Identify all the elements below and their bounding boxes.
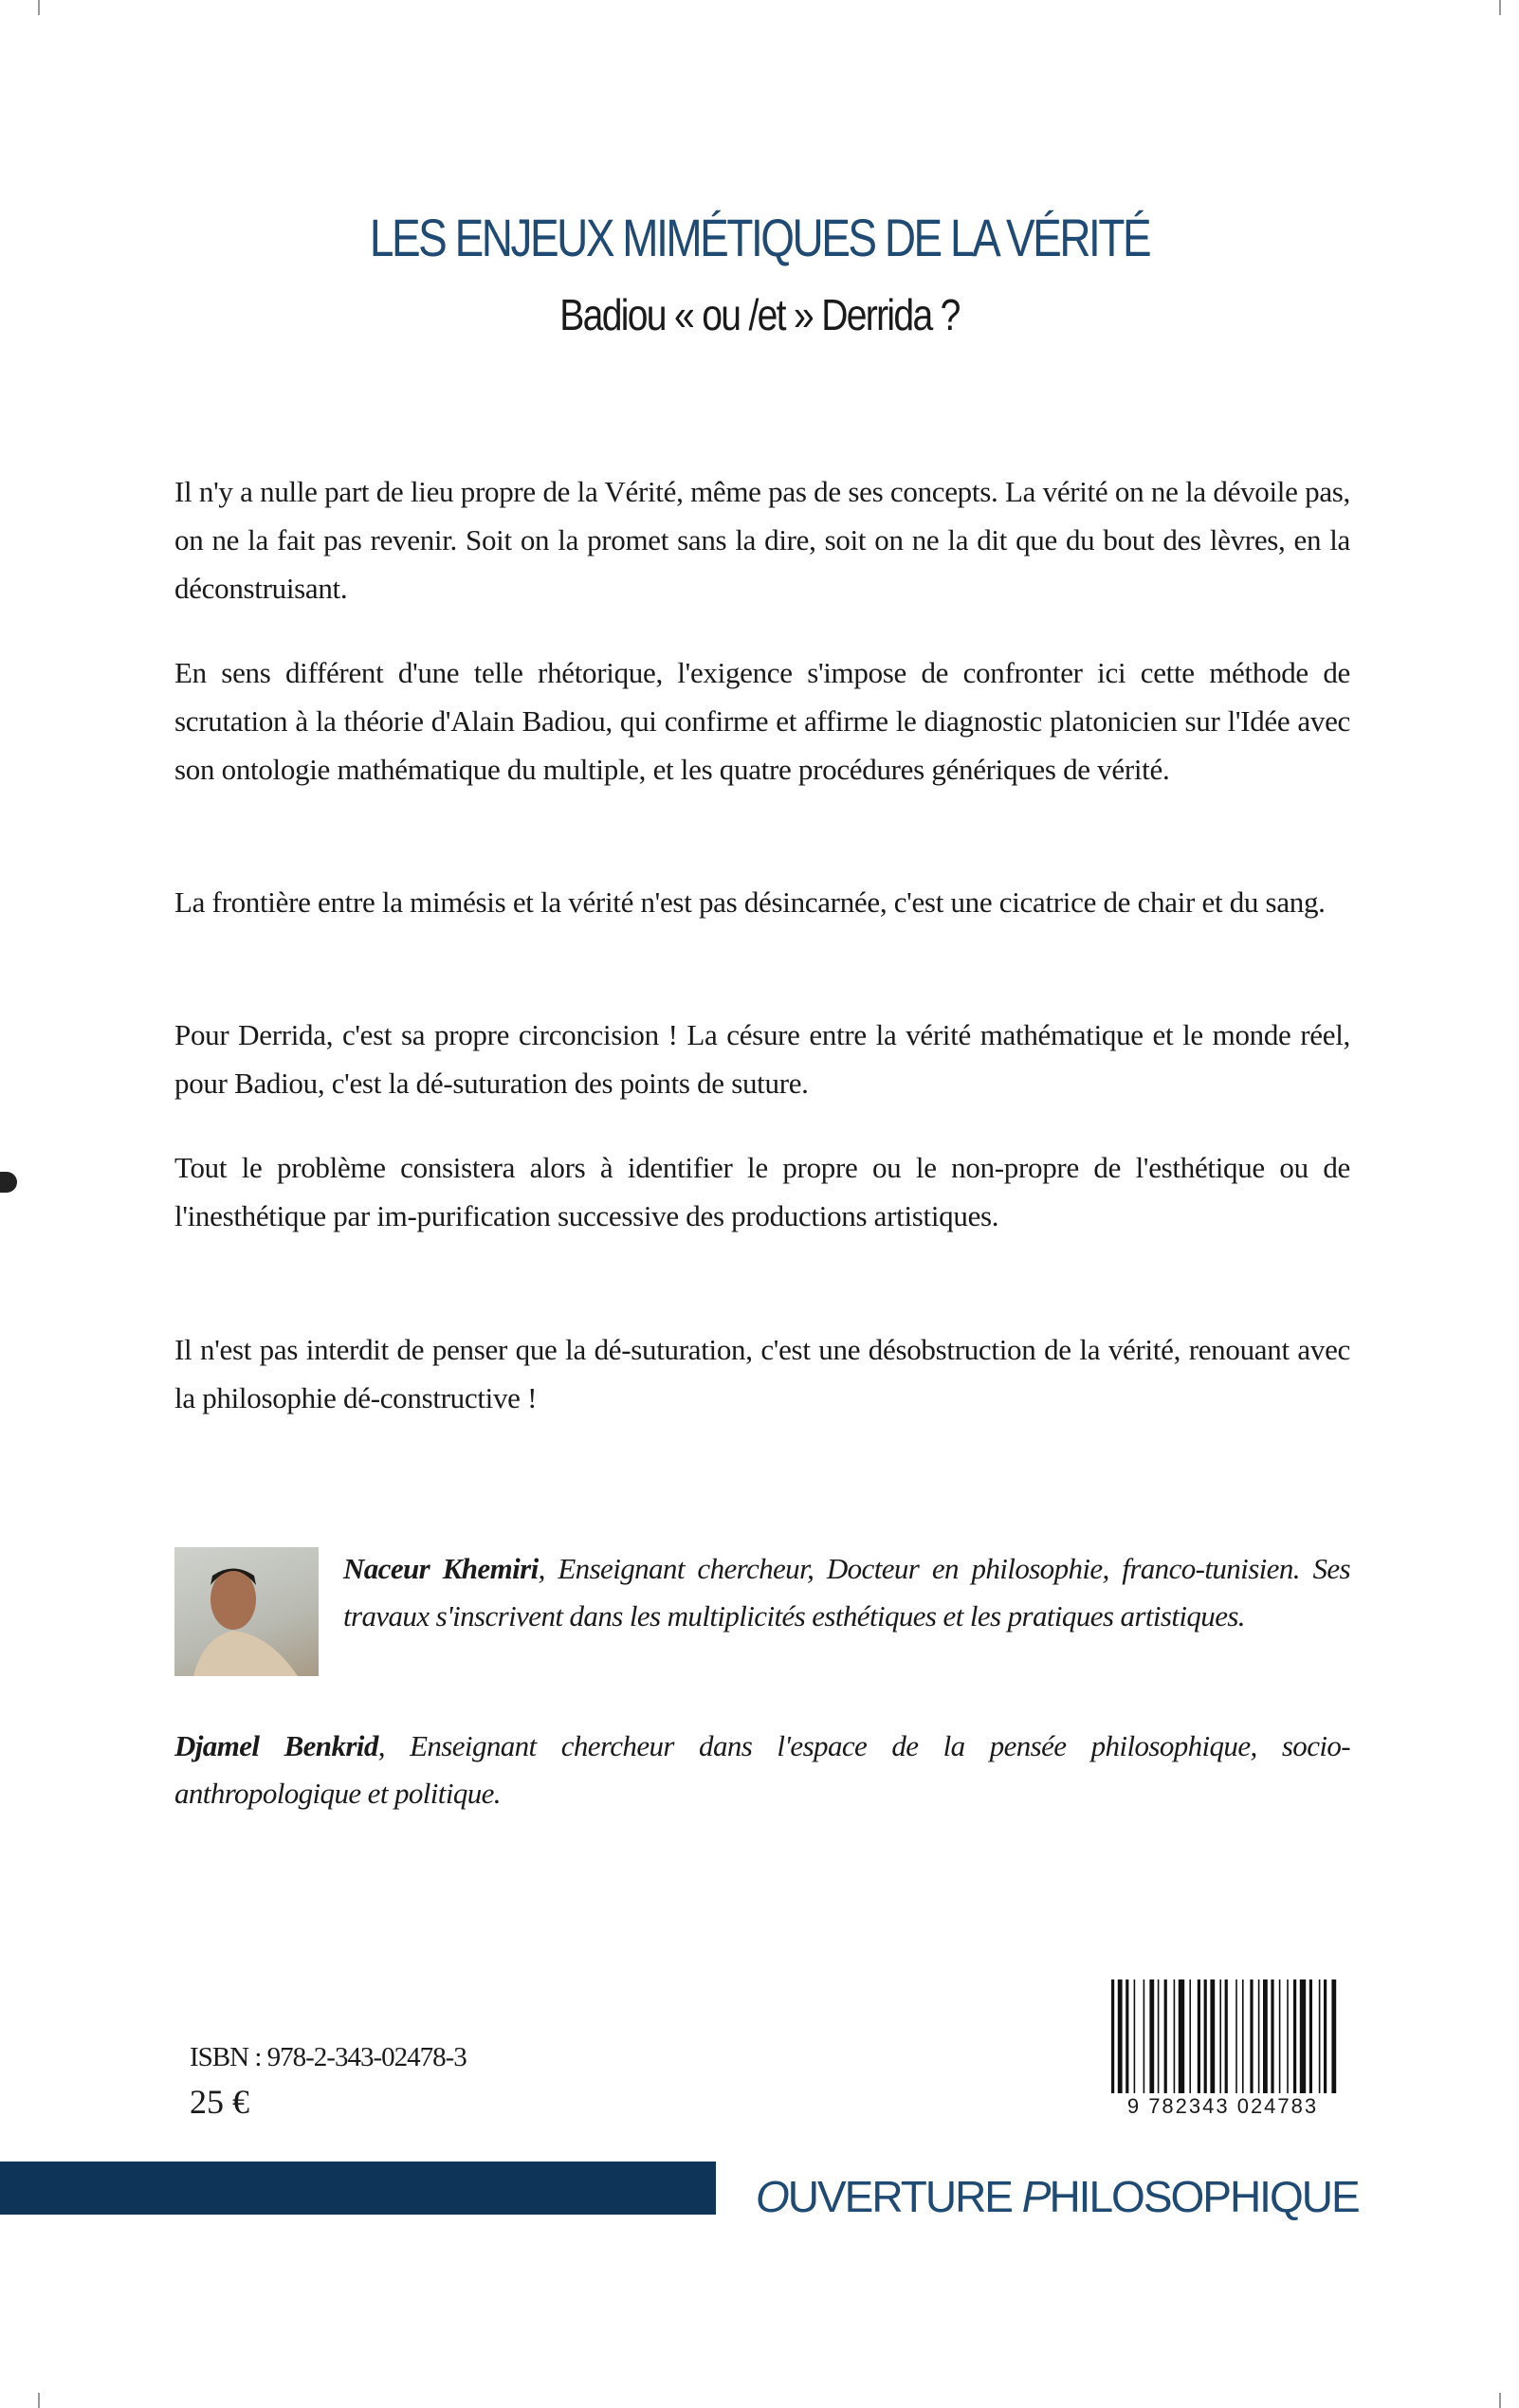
barcode-bar — [1204, 1979, 1207, 2093]
barcode-bar — [1324, 1979, 1327, 2093]
barcode-bar — [1179, 1979, 1184, 2093]
barcode-digits: 9 782343 024783 — [1126, 2094, 1319, 2118]
barcode-bar — [1126, 1979, 1128, 2093]
blurb-paragraph: Il n'est pas interdit de penser que la dé-suturation, c'est une désobstruction de la vérité, renouant avec la philosophie dé-constructive ! — [174, 1333, 1350, 1414]
barcode-bar — [1164, 1979, 1167, 2093]
barcode-bar — [1263, 1979, 1268, 2093]
author-bio — [343, 1545, 1350, 1640]
barcode-bar — [1158, 1979, 1160, 2093]
barcode-bar — [1149, 1979, 1154, 2093]
barcode-bar — [1189, 1979, 1191, 2093]
series-name — [756, 2171, 1359, 2222]
series-text: UVERTURE — [787, 2172, 1022, 2221]
series-text: HILOSOPHIQUE — [1049, 2172, 1359, 2221]
barcode-bar — [1319, 1979, 1321, 2093]
crop-mark — [1499, 2393, 1501, 2408]
barcode-bars — [1107, 1979, 1338, 2093]
author-description: , Enseignant chercheur dans l'espace de la pensée philosophique, socio-anthropologique et politique. — [174, 1729, 1350, 1810]
barcode-bar — [1144, 1979, 1145, 2093]
crop-mark — [1499, 0, 1501, 15]
barcode-bar — [1225, 1979, 1228, 2093]
blurb-paragraph: Tout le problème consistera alors à identifier le propre ou le non-propre de l'esthétique ou de l'inesthétique par im-purification successive des productions artistiques. — [174, 1151, 1350, 1232]
barcode-bar — [1300, 1979, 1306, 2093]
barcode-bar — [1210, 1979, 1215, 2093]
barcode — [1107, 1979, 1338, 2117]
barcode-bar — [1309, 1979, 1312, 2093]
barcode-bar — [1111, 1979, 1114, 2093]
author-photo — [174, 1547, 319, 1676]
blurb-paragraph: En sens différent d'une telle rhétorique, l'exigence s'impose de confronter ici cette méthode de scrutation à la théorie d'Alain Badiou, qui confirme et affirme le diagnostic platonicien sur l'Idée avec son ontologie mathématique du multiple, et les quatre procédures génériques de vérité. — [174, 656, 1350, 786]
isbn: ISBN : 978-2-343-02478-3 — [190, 2042, 467, 2072]
barcode-bar — [1258, 1979, 1260, 2093]
barcode-bar — [1242, 1979, 1244, 2093]
barcode-bar — [1235, 1979, 1237, 2093]
barcode-bar — [1279, 1979, 1281, 2093]
blurb-paragraph: La frontière entre la mimésis et la vérité n'est pas désincarnée, c'est une cicatrice de chair et du sang. — [174, 885, 1326, 919]
registration-mark — [0, 1172, 17, 1193]
barcode-bar — [1331, 1979, 1336, 2093]
author-bio — [174, 1723, 1350, 1817]
blurb-paragraph: Pour Derrida, c'est sa propre circoncision ! La césure entre la vérité mathématique et le monde réel, pour Badiou, c'est la dé-suturation des points de suture. — [174, 1018, 1350, 1100]
barcode-bar — [1198, 1979, 1200, 2093]
blurb-paragraph: Il n'y a nulle part de lieu propre de la Vérité, même pas de ses concepts. La vérité on ne la dévoile pas, on ne la fait pas revenir. Soit on la promet sans la dire, soit on ne la dit que du bout des lèvres, en la déconstruisant. — [174, 475, 1350, 605]
author-name: Djamel Benkrid — [174, 1729, 378, 1762]
crop-mark — [38, 0, 40, 15]
author-name: Naceur Khemiri — [343, 1552, 539, 1585]
barcode-bar — [1293, 1979, 1296, 2093]
crop-mark — [38, 2393, 40, 2408]
barcode-bar — [1134, 1979, 1136, 2093]
author-description: , Enseignant chercheur, Docteur en philosophie, franco-tunisien. Ses travaux s'inscrivent dans les multiplicités esthétiques et les pratiques artistiques. — [343, 1552, 1350, 1633]
barcode-bar — [1287, 1979, 1289, 2093]
barcode-bar — [1271, 1979, 1273, 2093]
price: 25 € — [190, 2083, 249, 2121]
barcode-bar — [1250, 1979, 1253, 2093]
series-initial: P — [1021, 2172, 1050, 2221]
barcode-bar — [1174, 1979, 1176, 2093]
barcode-bar — [1118, 1979, 1123, 2093]
series-initial: O — [756, 2172, 788, 2221]
book-subtitle: Badiou « ou /et » Derrida ? — [559, 290, 960, 339]
book-title: LES ENJEUX MIMÉTIQUES DE LA VÉRITÉ — [369, 208, 1150, 267]
series-bar — [0, 2162, 716, 2215]
barcode-bar — [1219, 1979, 1221, 2093]
